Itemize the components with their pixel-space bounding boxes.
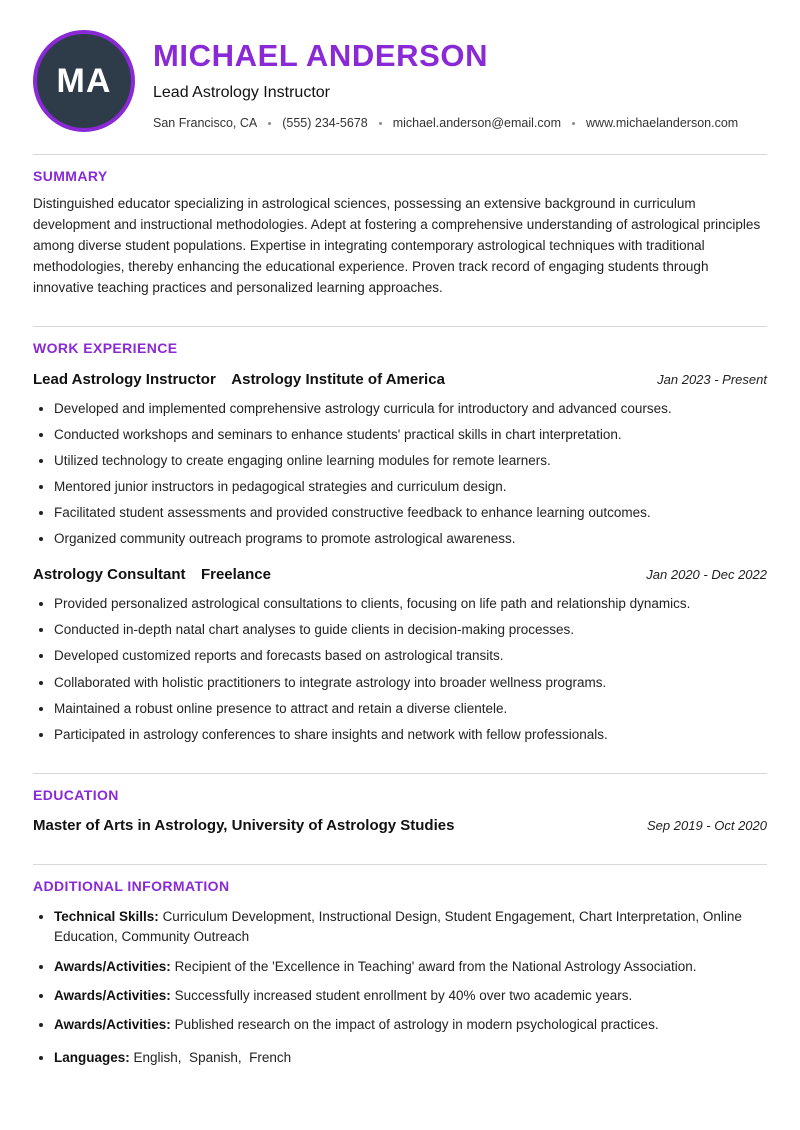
additional-information-heading: ADDITIONAL INFORMATION xyxy=(33,878,230,895)
job-title-row xyxy=(33,371,445,389)
job-title: Astrology Consultant xyxy=(33,566,186,584)
contact-website: www.michaelanderson.com xyxy=(586,116,739,130)
avatar xyxy=(33,30,135,132)
avatar-initials: MA xyxy=(56,61,112,100)
job-dates: Jan 2023 - Present xyxy=(657,371,767,387)
job-bullet-list xyxy=(33,400,767,548)
education-dates: Sep 2019 - Oct 2020 xyxy=(647,818,767,834)
additional-info-item xyxy=(54,1048,754,1068)
section-summary xyxy=(33,154,767,299)
job-company: Astrology Institute of America xyxy=(231,370,445,388)
job-bullet: • Participated in astrology conferences to share insights and network with fellow professionals. xyxy=(54,726,767,744)
header-text xyxy=(153,28,738,130)
additional-info-list xyxy=(33,907,767,1069)
separator-dot-icon xyxy=(572,122,575,125)
job-bullet: • Facilitated student assessments and provided constructive feedback to enhance learning outcomes. xyxy=(54,504,767,522)
job-bullet: • Conducted workshops and seminars to enhance students' practical skills in chart interpretation. xyxy=(54,426,767,444)
additional-info-item xyxy=(54,986,754,1006)
education-degree: Master of Arts in Astrology, University of Astrology Studies xyxy=(33,817,455,835)
job-bullet: • Provided personalized astrological consultations to clients, focusing on life path and relationship dynamics. xyxy=(54,595,767,613)
job-header xyxy=(33,566,767,584)
additional-info-label: Awards/Activities: xyxy=(54,987,171,1003)
job-entry xyxy=(33,371,767,548)
contact-location: San Francisco, CA xyxy=(153,116,258,130)
additional-info-label: Technical Skills: xyxy=(54,909,159,925)
additional-info-text: Published research on the impact of astrology in modern psychological practices. xyxy=(174,1017,659,1033)
additional-info-item xyxy=(54,1015,754,1035)
job-header xyxy=(33,371,767,389)
job-title-row xyxy=(33,566,271,584)
separator-dot-icon xyxy=(268,122,271,125)
education-entry xyxy=(33,817,767,834)
job-title: Lead Astrology Instructor xyxy=(33,370,216,388)
additional-info-label: Awards/Activities: xyxy=(54,1017,171,1033)
additional-info-text: English, Spanish, French xyxy=(133,1050,292,1066)
additional-info-label: Awards/Activities: xyxy=(54,958,171,974)
additional-info-label: Languages: xyxy=(54,1050,130,1066)
job-bullet: • Developed and implemented comprehensive astrology curricula for introductory and advanced courses. xyxy=(54,400,767,418)
additional-info-text: Successfully increased student enrollment by 40% over two academic years. xyxy=(174,987,633,1003)
job-bullet: • Organized community outreach programs to promote astrological awareness. xyxy=(54,530,767,548)
job-dates: Jan 2020 - Dec 2022 xyxy=(646,567,767,583)
additional-info-text: Curriculum Development, Instructional Design, Student Engagement, Chart Interpretation, Online Education, Community Outreach xyxy=(54,909,746,945)
job-company: Freelance xyxy=(200,566,271,584)
summary-heading: SUMMARY xyxy=(33,168,108,184)
summary-text: Distinguished educator specializing in astrological sciences, possessing an extensive background in curriculum development and instructional methodologies. Adept at fostering a comprehensive understanding of astrological principles among diverse student populations. Expertise in integrating contemporary astrological techniques with traditional methodologies, thereby enhancing the educational experience. Proven track record of engaging students through innovative teaching practices and personalized learning approaches. xyxy=(33,196,761,295)
section-education xyxy=(33,773,767,834)
job-bullet-list xyxy=(33,595,767,743)
additional-info-item xyxy=(54,957,754,977)
contact-row xyxy=(153,116,738,130)
contact-email: michael.anderson@email.com xyxy=(392,116,562,130)
education-heading: EDUCATION xyxy=(33,787,119,804)
job-entry xyxy=(33,566,767,743)
job-bullet: • Utilized technology to create engaging online learning modules for remote learners. xyxy=(54,452,767,470)
candidate-name: MICHAEL ANDERSON xyxy=(153,38,489,73)
section-work-experience xyxy=(33,326,767,744)
candidate-job-title: Lead Astrology Instructor xyxy=(153,84,330,101)
job-bullet: • Maintained a robust online presence to attract and retain a diverse clientele. xyxy=(54,700,767,718)
separator-dot-icon xyxy=(379,122,382,125)
job-bullet: • Conducted in-depth natal chart analyses to guide clients in decision-making processes. xyxy=(54,621,767,639)
section-additional-information xyxy=(33,864,767,1069)
additional-info-item xyxy=(54,907,754,948)
additional-info-text: Recipient of the 'Excellence in Teaching' award from the National Astrology Association. xyxy=(174,958,697,974)
resume-header xyxy=(33,28,767,132)
job-bullet: • Collaborated with holistic practitioners to integrate astrology into broader wellness programs. xyxy=(54,674,767,692)
work-experience-heading: WORK EXPERIENCE xyxy=(33,339,178,356)
job-bullet: • Developed customized reports and forecasts based on astrological transits. xyxy=(54,647,767,665)
job-bullet: • Mentored junior instructors in pedagogical strategies and curriculum design. xyxy=(54,478,767,496)
contact-phone: (555) 234-5678 xyxy=(282,116,368,130)
